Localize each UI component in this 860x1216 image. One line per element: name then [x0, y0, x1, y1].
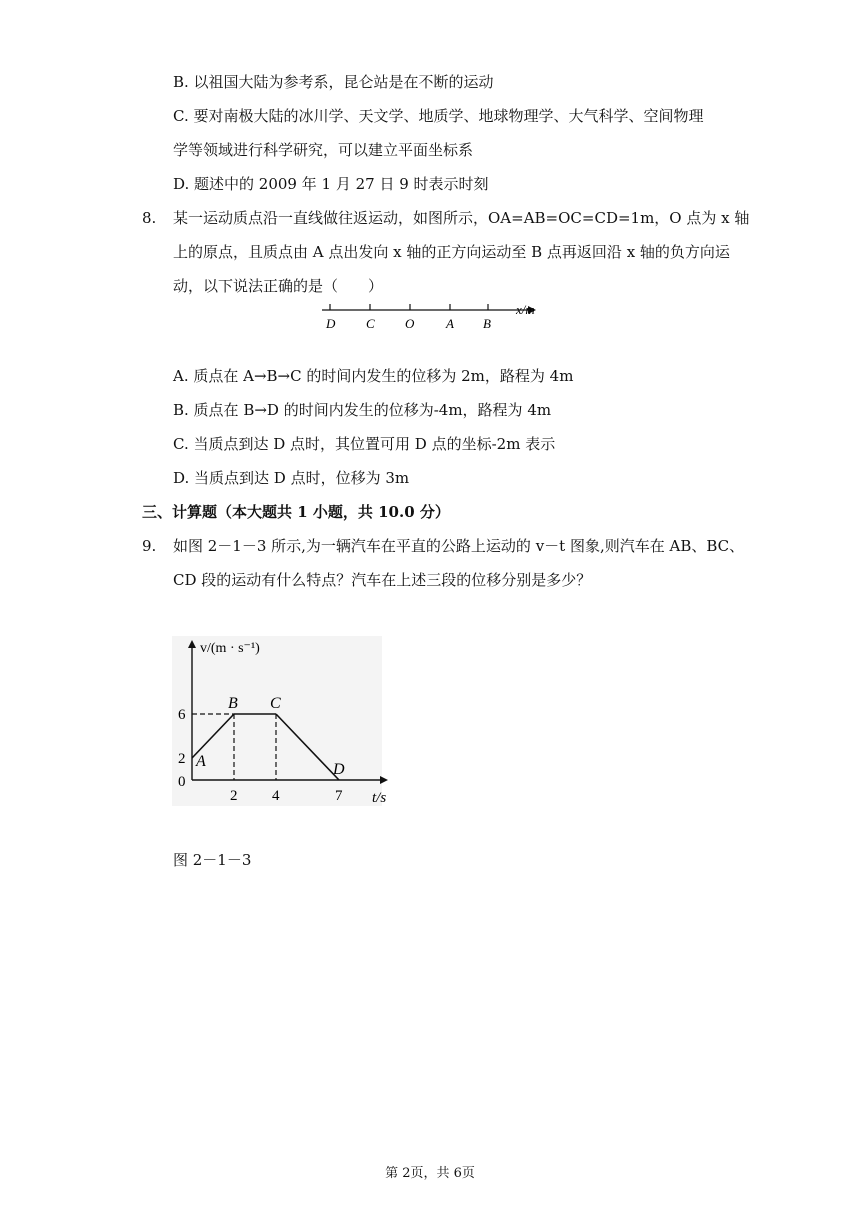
q7-option-c-line1: C. 要对南极大陆的冰川学、天文学、地质学、地球物理学、大气科学、空间物理 — [173, 107, 704, 125]
point-label-d: D — [333, 761, 345, 778]
q8-option-a: A. 质点在 A→B→C 的时间内发生的位移为 2m，路程为 4m — [173, 367, 574, 385]
q8-number: 8. — [142, 209, 157, 227]
segment-ab — [192, 714, 234, 758]
y-tick-2: 2 — [178, 751, 186, 767]
q9-stem-line2: CD 段的运动有什么特点？汽车在上述三段的位移分别是多少？ — [173, 571, 592, 589]
label-d: D — [326, 316, 336, 331]
q8-stem-line3: 动，以下说法正确的是（ ） — [173, 277, 384, 295]
origin-label: 0 — [178, 774, 186, 790]
q8-stem-line1: 某一运动质点沿一直线做往返运动，如图所示，OA=AB=OC=CD=1m，O 点为 x 轴 — [173, 209, 750, 227]
section-three-title: 三、计算题（本大题共 1 小题，共 10.0 分） — [142, 503, 450, 521]
q7-option-b: B. 以祖国大陆为参考系，昆仑站是在不断的运动 — [173, 73, 494, 91]
label-o: O — [405, 316, 415, 331]
point-label-c: C — [270, 695, 281, 712]
x-tick-2: 2 — [230, 788, 238, 804]
segment-cd — [276, 714, 339, 780]
y-axis-arrow — [188, 640, 196, 648]
y-axis-label: v/(m · s⁻¹) — [200, 641, 260, 656]
q9-number: 9. — [142, 537, 157, 555]
x-axis-label: t/s — [372, 790, 387, 806]
page-footer: 第 2页，共 6页 — [385, 1166, 475, 1181]
label-a: A — [446, 316, 454, 331]
q8-option-b: B. 质点在 B→D 的时间内发生的位移为-4m，路程为 4m — [173, 401, 552, 419]
x-axis-arrow — [380, 776, 388, 784]
axis-label-xm: x/m — [516, 302, 535, 317]
q8-stem-line2: 上的原点，且质点由 A 点出发向 x 轴的正方向运动至 B 点再返回沿 x 轴的负方向运 — [173, 243, 730, 261]
q9-stem-line1: 如图 2－1－3 所示,为一辆汽车在平直的公路上运动的 v－t 图象,则汽车在 AB、BC、 — [173, 537, 745, 555]
q8-option-d: D. 当质点到达 D 点时，位移为 3m — [173, 469, 410, 487]
vt-graph — [172, 636, 387, 806]
q7-option-d: D. 题述中的 2009 年 1 月 27 日 9 时表示时刻 — [173, 175, 489, 193]
point-label-b: B — [228, 695, 238, 712]
q7-option-c-line2: 学等领域进行科学研究，可以建立平面坐标系 — [173, 141, 474, 159]
x-tick-4: 4 — [272, 788, 280, 804]
point-label-a: A — [196, 753, 206, 770]
figure-caption: 图 2－1－3 — [173, 851, 252, 869]
label-b: B — [483, 316, 491, 331]
x-tick-7: 7 — [335, 788, 343, 804]
y-tick-6: 6 — [178, 707, 186, 723]
label-c: C — [366, 316, 375, 331]
number-line-figure — [318, 302, 548, 332]
q8-option-c: C. 当质点到达 D 点时，其位置可用 D 点的坐标-2m 表示 — [173, 435, 556, 453]
